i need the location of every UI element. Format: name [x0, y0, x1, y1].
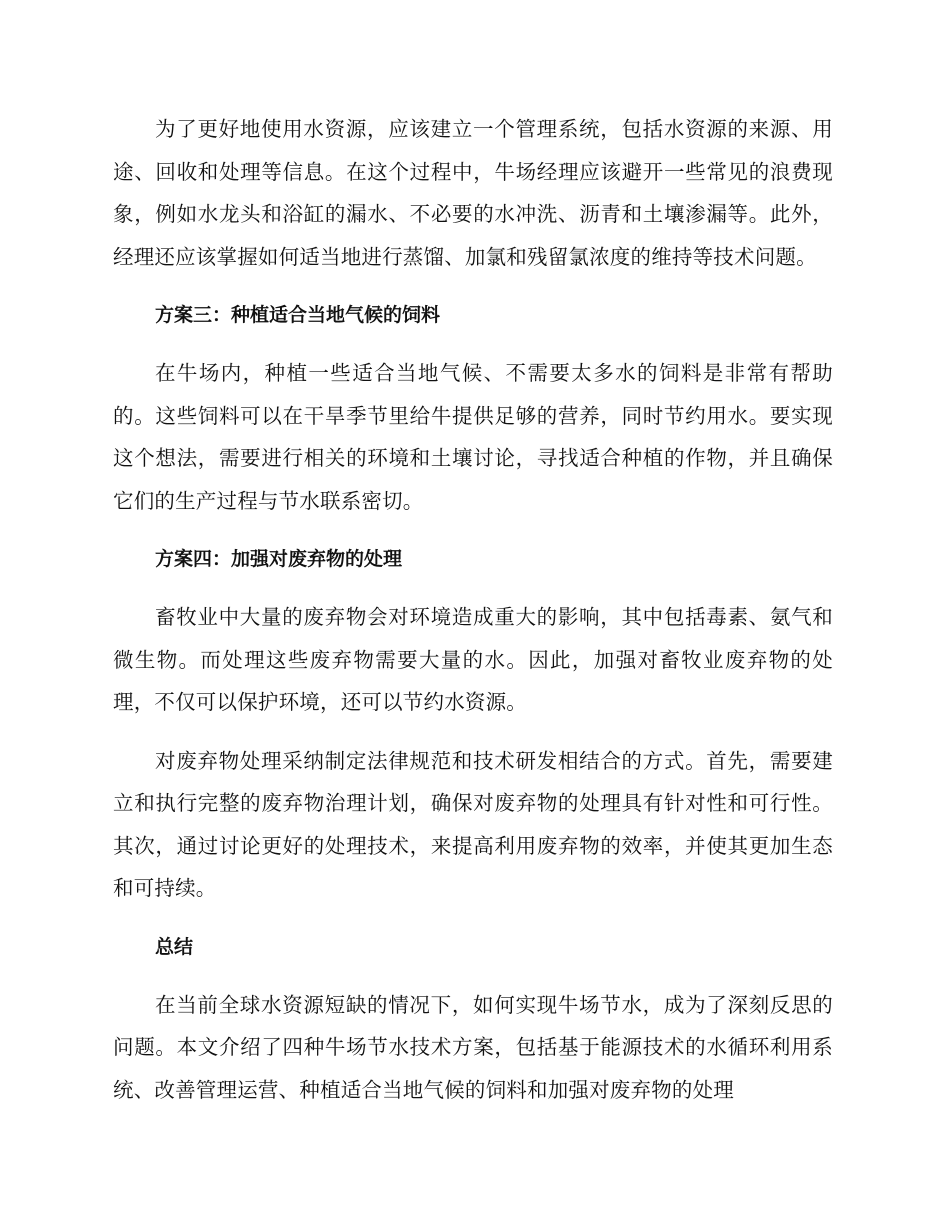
paragraph-summary: 在当前全球水资源短缺的情况下，如何实现牛场节水，成为了深刻反思的问题。本文介绍了四种牛场节水技术方案，包括基于能源技术的水循环利用系统、改善管理运营、种植适合当地气候的饲料和加强对废弃物的处理	[113, 992, 833, 1102]
paragraph-plan-four-2: 对废弃物处理采纳制定法律规范和技术研发相结合的方式。首先，需要建立和执行完整的废弃物治理计划，确保对废弃物的处理具有针对性和可行性。其次，通过讨论更好的处理技术，来提高利用废弃物的效率，并使其更加生态和可持续。	[113, 748, 833, 900]
paragraph-plan-four-1: 畜牧业中大量的废弃物会对环境造成重大的影响，其中包括毒素、氨气和微生物。而处理这些废弃物需要大量的水。因此，加强对畜牧业废弃物的处理，不仅可以保护环境，还可以节约水资源。	[113, 605, 833, 714]
paragraph-plan-three: 在牛场内，种植一些适合当地气候、不需要太多水的饲料是非常有帮助的。这些饲料可以在干旱季节里给牛提供足够的营养，同时节约用水。要实现这个想法，需要进行相关的环境和土壤讨论，寻找适合种植的作物，并且确保它们的生产过程与节水联系密切。	[113, 361, 833, 513]
paragraph-water-management: 为了更好地使用水资源，应该建立一个管理系统，包括水资源的来源、用途、回收和处理等信息。在这个过程中，牛场经理应该避开一些常见的浪费现象，例如水龙头和浴缸的漏水、不必要的水冲洗、沥青和土壤渗漏等。此外，经理还应该掌握如何适当地进行蒸馏、加氯和残留氯浓度的维持等技术问题。	[113, 117, 833, 269]
heading-plan-four: 方案四：加强对废弃物的处理	[155, 548, 403, 570]
document-body	[113, 108, 833, 1127]
heading-summary: 总结	[155, 935, 194, 958]
heading-plan-three: 方案三：种植适合当地气候的饲料	[155, 304, 441, 326]
